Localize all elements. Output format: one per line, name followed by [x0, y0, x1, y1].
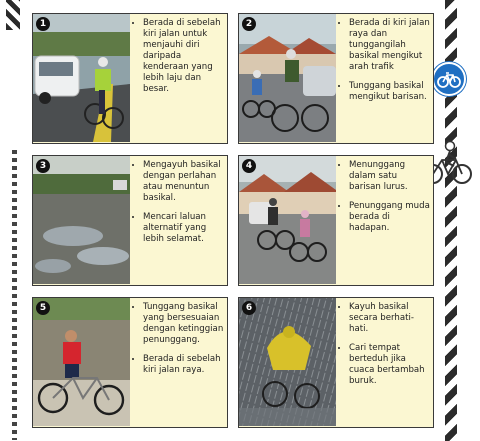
photo-flooded-road	[33, 156, 130, 284]
panel-number-badge: 5	[36, 301, 50, 315]
left-border	[0, 0, 26, 441]
panel-6	[238, 297, 434, 428]
left-dotted-line	[12, 150, 17, 440]
photo-cycling-in-rain	[239, 298, 336, 426]
panel-3	[32, 155, 228, 286]
bullet-item: • Tunggang basikal yang bersesuaian dengan ketinggian penunggang.	[143, 302, 225, 346]
photo-family-riding-traffic	[239, 14, 336, 142]
panel-text	[339, 302, 431, 395]
bullet-item: • Penunggang muda berada di hadapan.	[349, 201, 431, 234]
bullet-item: • Kayuh basikal secara berhati- hati.	[349, 302, 431, 335]
bullet-item: • Berada di sebelah kiri jalan untuk menjauhi diri daripada kenderaan yang lebih laju dan besar.	[143, 18, 225, 95]
panel-text	[133, 302, 225, 384]
panel-text	[133, 160, 225, 253]
bicycle-sign-icon	[432, 62, 466, 96]
bullet-item: • Mencari laluan alternatif yang lebih selamat.	[143, 212, 225, 245]
panel-number-badge: 4	[242, 159, 256, 173]
panel-5	[32, 297, 228, 428]
bullet-item: • Berada di kiri jalan raya dan tunggangilah basikal mengikut arah trafik	[349, 18, 431, 73]
bullet-item: • Tunggang basikal mengikut barisan.	[349, 81, 431, 103]
photo-cyclist-roadside	[33, 14, 130, 142]
panel-text	[133, 18, 225, 103]
bullet-item: • Mengayuh basikal dengan perlahan atau menuntun basikal.	[143, 160, 225, 204]
photo-riding-single-file	[239, 156, 336, 284]
left-hazard-stripe	[6, 0, 20, 30]
panel-2	[238, 13, 434, 144]
bullet-item: • Berada di sebelah kiri jalan raya.	[143, 354, 225, 376]
bullet-item: • Cari tempat berteduh jika cuaca bertambah buruk.	[349, 343, 431, 387]
panel-4	[238, 155, 434, 286]
photo-boy-with-bicycle	[33, 298, 130, 426]
panel-text	[339, 160, 431, 242]
panel-text	[339, 18, 431, 111]
panel-number-badge: 1	[36, 17, 50, 31]
panel-number-badge: 3	[36, 159, 50, 173]
panel-number-badge: 2	[242, 17, 256, 31]
bullet-item: • Menunggang dalam satu barisan lurus.	[349, 160, 431, 193]
panel-number-badge: 6	[242, 301, 256, 315]
panel-1	[32, 13, 228, 144]
